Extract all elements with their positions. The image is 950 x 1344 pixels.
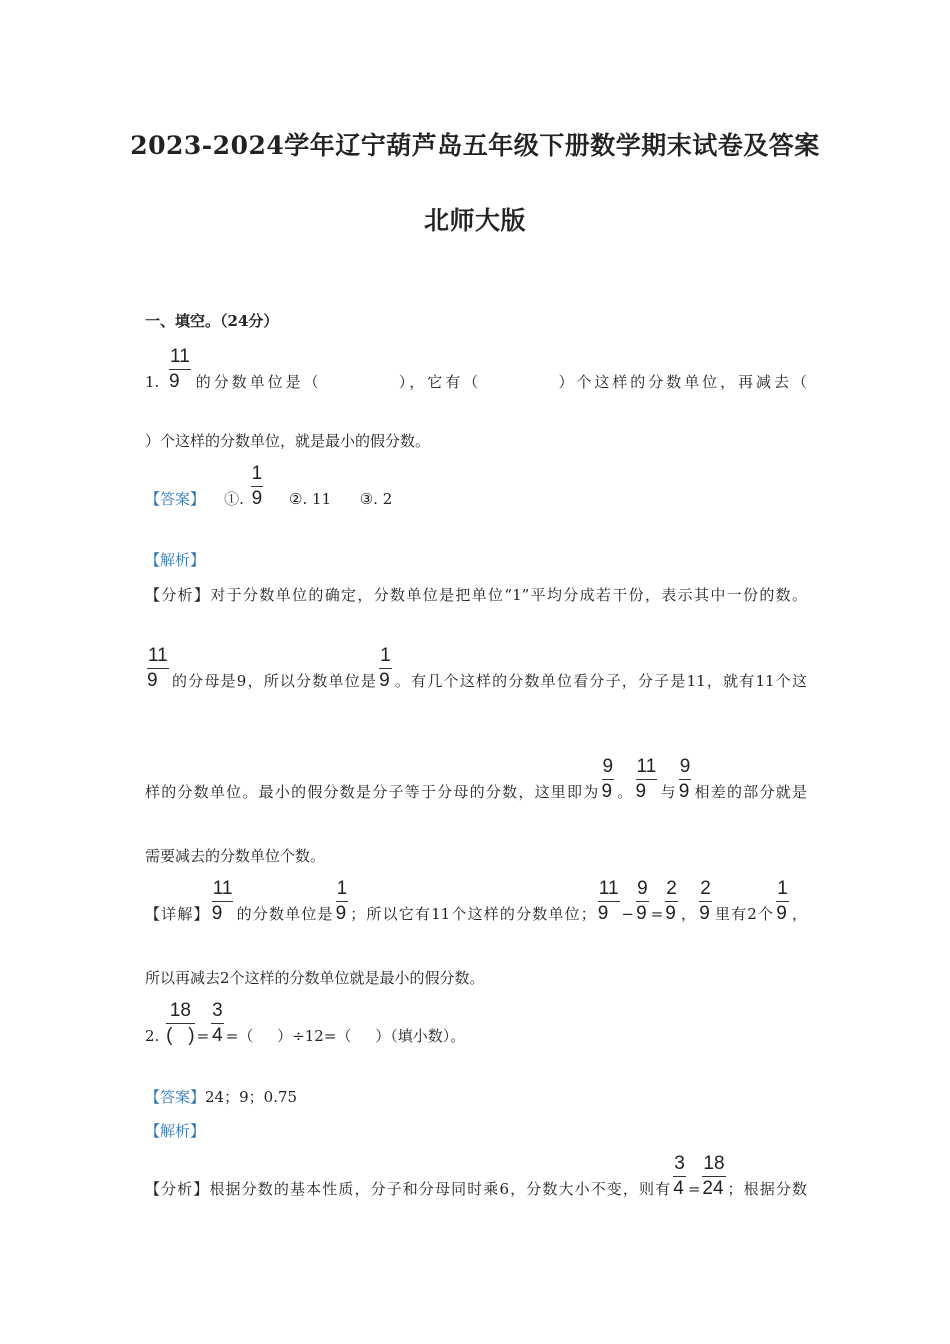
document-subtitle: 北师大版 — [423, 206, 526, 235]
fraction — [673, 1152, 686, 1201]
q1-xiangjie-2 — [145, 968, 807, 988]
text: 2. — [145, 1027, 165, 1045]
fraction-numerator: 11 — [147, 644, 169, 669]
text: 【详解】 — [145, 905, 210, 923]
q1-line2 — [145, 431, 807, 451]
text: ， — [679, 905, 698, 923]
document-title: 2023-2024学年辽宁葫芦岛五年级下册数学期末试卷及答案 — [130, 131, 820, 160]
text: 样的分数单位。最小的假分数是分子等于分母的分数，这里即为 — [145, 783, 600, 801]
fraction — [602, 755, 615, 804]
text: 。 — [616, 783, 634, 801]
fraction — [702, 1152, 725, 1201]
text: 【分析】根据分数的基本性质，分子和分母同时乘6，分数大小不变，则有 — [145, 1180, 672, 1198]
text: ；根据分数 — [727, 1180, 807, 1198]
fraction — [211, 999, 224, 1048]
fraction-numerator: 1 — [336, 877, 349, 902]
q1-fenxi-4 — [145, 846, 807, 866]
fraction-denominator: 4 — [212, 1025, 223, 1046]
text: 相差的部分就是 — [693, 783, 807, 801]
fraction-denominator: 24 — [702, 1178, 724, 1199]
fraction — [212, 877, 234, 926]
q1-answer — [145, 462, 807, 511]
fraction — [636, 877, 649, 926]
fraction-numerator: 3 — [673, 1152, 686, 1177]
fraction-denominator: 9 — [636, 903, 647, 924]
section-label: 【解析】 — [145, 551, 206, 569]
text: 所以再减去2个这样的分数单位就是最小的假分数。 — [145, 969, 485, 987]
fraction — [147, 644, 169, 693]
fraction — [699, 877, 712, 926]
fraction-numerator: 18 — [166, 999, 195, 1024]
section-heading — [145, 311, 807, 331]
text: 【分析】对于分数单位的确定，分数单位是把单位“1”平均分成若干份，表示其中一份的数。 — [145, 586, 807, 604]
section-label: 【解析】 — [145, 1122, 206, 1140]
q2-fenxi-1 — [145, 1152, 807, 1201]
text: ， — [790, 905, 807, 923]
text: 需要减去的分数单位个数。 — [145, 847, 326, 865]
fraction-denominator: ( ) — [166, 1025, 195, 1046]
text: 的分数单位是（ ），它有（ ）个这样的分数单位，再减去（ — [192, 373, 807, 391]
text: = — [687, 1180, 701, 1198]
q1-fenxi-1 — [145, 585, 807, 605]
text: 。有几个这样的分数单位看分子，分子是11，就有11个这 — [393, 672, 807, 690]
fraction-denominator: 9 — [635, 781, 647, 802]
text: 的分数单位是 — [235, 905, 334, 923]
fraction-denominator: 9 — [678, 781, 690, 802]
fraction-numerator: 2 — [665, 877, 678, 902]
text: 24；9；0.75 — [205, 1088, 298, 1106]
section-label: 【答案】 — [145, 1088, 206, 1106]
text: 的分母是9，所以分数单位是 — [170, 672, 378, 690]
fraction-numerator: 9 — [679, 755, 692, 780]
text: =（ ）÷12=（ ）（填小数）。 — [225, 1027, 466, 1045]
fraction-numerator: 11 — [169, 345, 191, 370]
q1-jiexi — [145, 550, 807, 570]
fraction-denominator: 9 — [776, 903, 787, 924]
fraction — [776, 877, 789, 926]
q1-fenxi-2 — [145, 644, 807, 693]
fraction-denominator: 4 — [673, 1178, 684, 1199]
text: = — [196, 1027, 210, 1045]
fraction-numerator: 1 — [379, 644, 392, 669]
fraction-numerator: 18 — [702, 1152, 725, 1177]
fraction-denominator: 9 — [665, 903, 676, 924]
fraction — [665, 877, 678, 926]
fraction-denominator: 9 — [147, 670, 158, 691]
section-label: 【答案】 — [145, 490, 206, 508]
fraction — [336, 877, 349, 926]
q1-line1 — [145, 345, 807, 394]
fraction-numerator: 11 — [598, 877, 620, 902]
text: ②. 11 ③. 2 — [265, 490, 393, 508]
text: 1. — [145, 373, 168, 391]
fraction-denominator: 9 — [597, 903, 609, 924]
fraction-numerator: 9 — [636, 877, 649, 902]
fraction-denominator: 9 — [211, 903, 223, 924]
q2-answer — [145, 1087, 807, 1107]
fraction-denominator: 9 — [335, 903, 347, 924]
fraction-denominator: 9 — [699, 903, 710, 924]
q1-fenxi-3 — [145, 755, 807, 804]
text: = — [650, 905, 664, 923]
fraction-numerator: 11 — [636, 755, 658, 780]
fraction-denominator: 9 — [169, 371, 180, 392]
text: ）个这样的分数单位，就是最小的假分数。 — [145, 432, 431, 450]
text: 里有2个 — [713, 905, 775, 923]
text: ；所以它有11个这样的分数单位； — [350, 905, 596, 923]
fraction-numerator: 2 — [699, 877, 712, 902]
q2-jiexi — [145, 1121, 807, 1141]
fraction-denominator: 9 — [379, 670, 390, 691]
fraction — [636, 755, 658, 804]
fraction — [679, 755, 692, 804]
text: ①. — [205, 490, 249, 508]
fraction-numerator: 1 — [776, 877, 789, 902]
q2-question — [145, 999, 807, 1048]
fraction — [598, 877, 620, 926]
fraction — [251, 462, 264, 511]
text: 一、填空。（24分） — [145, 312, 279, 330]
fraction — [379, 644, 392, 693]
fraction — [166, 999, 195, 1048]
fraction-denominator: 9 — [601, 781, 613, 802]
text: 与 — [659, 783, 677, 801]
q1-xiangjie-1 — [145, 877, 807, 926]
text: − — [621, 905, 635, 923]
fraction-numerator: 9 — [602, 755, 615, 780]
fraction-numerator: 1 — [251, 462, 264, 487]
fraction — [169, 345, 191, 394]
fraction-denominator: 9 — [251, 488, 263, 509]
fraction-numerator: 11 — [212, 877, 234, 902]
fraction-numerator: 3 — [211, 999, 224, 1024]
